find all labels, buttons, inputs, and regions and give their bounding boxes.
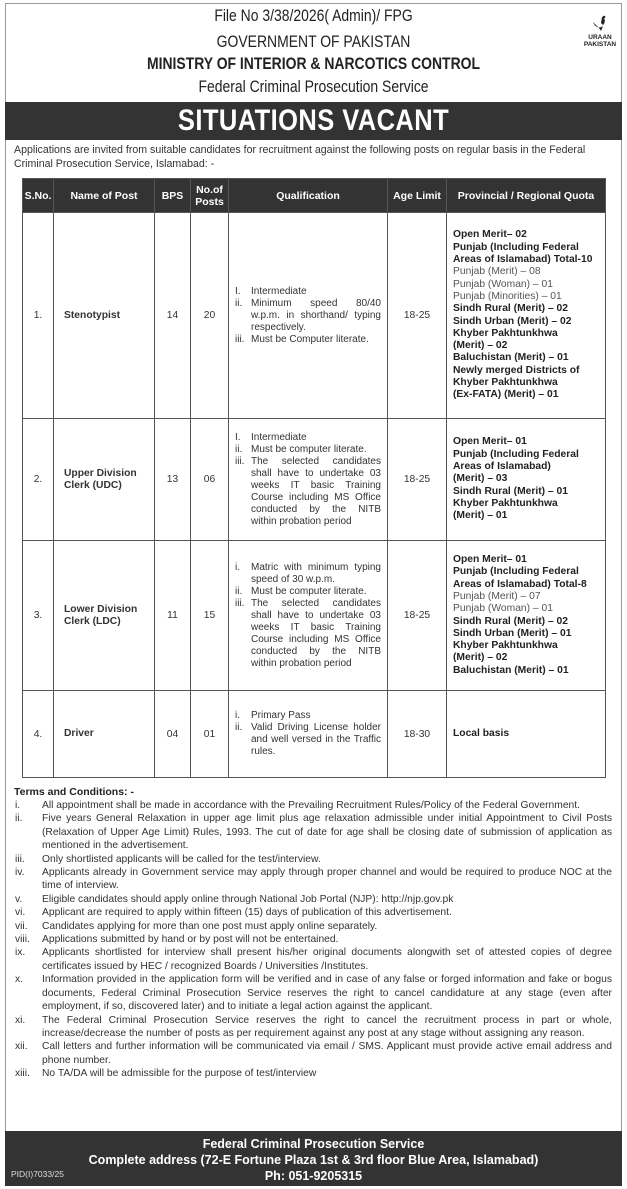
cell-no-of-posts: 20 bbox=[191, 213, 229, 419]
term-item bbox=[14, 799, 612, 812]
quota-line: Punjab (Minorities) – 01 bbox=[453, 290, 562, 302]
quota-line: Punjab (Woman) – 01 bbox=[453, 603, 553, 615]
term-text: Only shortlisted applicants will be called for the test/interview. bbox=[42, 853, 321, 865]
term-item bbox=[14, 1067, 612, 1080]
term-item bbox=[14, 1040, 612, 1067]
term-number: x. bbox=[15, 974, 24, 986]
uraan-pakistan-logo bbox=[580, 14, 620, 60]
cell-no-of-posts: 06 bbox=[191, 419, 229, 541]
table-header-row bbox=[23, 179, 606, 213]
qualification-text: Valid Driving License holder and well versed in the Traffic rules. bbox=[251, 722, 381, 757]
qualification-number: iii. bbox=[235, 333, 245, 345]
cell-sno: 3. bbox=[23, 541, 54, 691]
term-item bbox=[14, 812, 612, 852]
header-sno: S.No. bbox=[23, 179, 54, 213]
logo-tagline bbox=[580, 48, 620, 53]
header-qualification: Qualification bbox=[229, 179, 388, 213]
footer-org: Federal Criminal Prosecution Service bbox=[202, 1137, 425, 1151]
footer-band bbox=[5, 1131, 622, 1186]
term-item bbox=[14, 893, 612, 906]
cell-qualification bbox=[229, 691, 388, 778]
terms-title: Terms and Conditions: - bbox=[14, 786, 134, 798]
quota-line: Baluchistan (Merit) – 01 bbox=[453, 352, 569, 364]
quota-line: Punjab (Including Federal bbox=[453, 566, 579, 578]
table-row bbox=[23, 691, 606, 778]
qualification-item bbox=[235, 456, 381, 528]
term-item bbox=[14, 866, 612, 893]
term-text: All appointment shall be made in accordance with the Prevailing Recruitment Rules/Policy of the Federal Government. bbox=[42, 800, 580, 811]
cell-quota bbox=[447, 419, 606, 541]
quota-line: Khyber Pakhtunkhwa bbox=[453, 327, 558, 339]
cell-age-limit: 18-30 bbox=[388, 691, 447, 778]
term-item bbox=[14, 946, 612, 973]
qualification-item bbox=[235, 334, 381, 346]
qualification-number: i. bbox=[235, 561, 240, 573]
quota-line: Baluchistan (Merit) – 01 bbox=[453, 664, 569, 676]
quota-line: Newly merged Districts of bbox=[453, 364, 580, 376]
header-no-of-posts: No.of Posts bbox=[191, 179, 229, 213]
term-number: viii. bbox=[15, 934, 30, 946]
quota-line: Open Merit– 02 bbox=[453, 229, 527, 241]
term-text: Applications submitted by hand or by post will not be entertained. bbox=[42, 934, 339, 946]
term-number: i. bbox=[15, 800, 21, 811]
header-post-name: Name of Post bbox=[54, 179, 155, 213]
cell-age-limit: 18-25 bbox=[388, 213, 447, 419]
quota-line: Khyber Pakhtunkhwa bbox=[453, 497, 558, 509]
term-item bbox=[14, 853, 612, 866]
term-number: v. bbox=[15, 893, 23, 905]
qualification-list bbox=[235, 286, 381, 346]
term-text: Candidates applying for more than one post must apply online separately. bbox=[42, 920, 378, 932]
quota-line: Punjab (Merit) – 07 bbox=[453, 590, 541, 602]
quota-line: (Merit) – 03 bbox=[453, 473, 508, 485]
term-item bbox=[14, 920, 612, 933]
cell-age-limit: 18-25 bbox=[388, 541, 447, 691]
cell-post-name: Stenotypist bbox=[54, 213, 155, 419]
term-number: xiii. bbox=[15, 1068, 30, 1080]
term-number: xii. bbox=[15, 1041, 28, 1053]
department-title: Federal Criminal Prosecution Service bbox=[198, 77, 429, 96]
cell-qualification bbox=[229, 541, 388, 691]
quota-line: Khyber Pakhtunkhwa bbox=[453, 640, 558, 652]
header-age-limit: Age Limit bbox=[388, 179, 447, 213]
quota-line: (Merit) – 02 bbox=[453, 652, 508, 664]
table-row bbox=[23, 419, 606, 541]
qualification-item bbox=[235, 432, 381, 444]
qualification-number: ii. bbox=[235, 443, 243, 455]
qualification-item bbox=[235, 586, 381, 598]
qualification-number: ii. bbox=[235, 297, 243, 309]
logo-line2: PAKISTAN bbox=[583, 41, 617, 48]
cell-no-of-posts: 15 bbox=[191, 541, 229, 691]
footer-address: Complete address (72-E Fortune Plaza 1st & 3rd floor Blue Area, Islamabad) bbox=[88, 1153, 539, 1167]
term-text: Five years General Relaxation in upper age limit plus age relaxation admissible under initial Appointment to Civil Posts (Relaxation of Upper Age Limit) Rules, 1993. The cut of date for age shall be closing date of submission of application as mentioned in the advertisement. bbox=[42, 813, 612, 852]
quota-line: Sindh Urban (Merit) – 02 bbox=[453, 315, 572, 327]
quota-line: (Merit) – 02 bbox=[453, 340, 508, 352]
cell-quota bbox=[447, 213, 606, 419]
cell-post-name: Driver bbox=[54, 691, 155, 778]
qualification-number: ii. bbox=[235, 722, 243, 733]
quota-line: Punjab (Merit) – 08 bbox=[453, 266, 541, 278]
quota-line: Khyber Pakhtunkhwa bbox=[453, 376, 558, 388]
term-text: Applicants already in Government service may apply through proper channel and would be required to produce NOC at the time of interview. bbox=[42, 867, 612, 892]
qualification-text: Must be computer literate. bbox=[251, 585, 367, 597]
logo-line1: URAAN bbox=[588, 34, 612, 41]
cell-quota bbox=[447, 541, 606, 691]
header-quota: Provincial / Regional Quota bbox=[447, 179, 606, 213]
quota-line: Sindh Rural (Merit) – 02 bbox=[453, 615, 569, 627]
header-bps: BPS bbox=[155, 179, 191, 213]
cell-age-limit: 18-25 bbox=[388, 419, 447, 541]
uraan-pakistan-logo-icon bbox=[590, 14, 610, 34]
cell-post-name: Upper Division Clerk (UDC) bbox=[54, 419, 155, 541]
quota-line: Sindh Urban (Merit) – 01 bbox=[453, 627, 572, 639]
qualification-text: Minimum speed 80/40 w.p.m. in shorthand/ typing respectively. bbox=[251, 297, 381, 333]
qualification-number: ii. bbox=[235, 585, 243, 597]
qualification-text: Matric with minimum typing speed of 30 w.p.m. bbox=[251, 561, 381, 585]
cell-post-name: Lower Division Clerk (LDC) bbox=[54, 541, 155, 691]
qualification-number: I. bbox=[235, 285, 241, 297]
term-number: ii. bbox=[15, 813, 23, 825]
qualification-item bbox=[235, 286, 381, 298]
term-text: The Federal Criminal Prosecution Service reserves the right to cancel the recruitment process in part or whole, increase/decrease the number of posts as per requirement against any post at any stage without assigning any reason. bbox=[42, 1014, 612, 1039]
quota-line: Local basis bbox=[453, 727, 510, 739]
pid-number: PID(I)7033/25 bbox=[11, 1169, 64, 1179]
term-item bbox=[14, 933, 612, 946]
qualification-item bbox=[235, 598, 381, 670]
quota-line: Areas of Islamabad) Total-8 bbox=[453, 578, 587, 590]
qualification-number: iii. bbox=[235, 455, 245, 467]
qualification-item bbox=[235, 298, 381, 334]
qualification-text: Must be computer literate. bbox=[251, 443, 367, 455]
term-number: iv. bbox=[15, 867, 25, 879]
quota-line: Open Merit– 01 bbox=[453, 436, 527, 448]
table-row bbox=[23, 541, 606, 691]
term-number: xi. bbox=[15, 1014, 26, 1026]
term-item bbox=[14, 906, 612, 919]
terms-list bbox=[14, 799, 612, 1081]
posts-table bbox=[22, 178, 606, 778]
quota-line: Open Merit– 01 bbox=[453, 554, 527, 566]
qualification-text: Must be Computer literate. bbox=[251, 333, 369, 345]
advertisement-header bbox=[0, 0, 627, 102]
qualification-item bbox=[235, 562, 381, 586]
quota-line: Areas of Islamabad) bbox=[453, 461, 551, 473]
quota-line: Punjab (Including Federal bbox=[453, 448, 579, 460]
qualification-text: The selected candidates shall have to undertake 03 weeks IT basic Training Course including MS Office conducted by the NITB within probation period bbox=[251, 455, 381, 527]
file-number: File No 3/38/2026( Admin)/ FPG bbox=[214, 6, 413, 25]
intro-paragraph: Applications are invited from suitable candidates for recruitment against the following posts on regular basis in the Federal Criminal Prosecution Service, Islamabad: - bbox=[14, 144, 586, 170]
cell-no-of-posts: 01 bbox=[191, 691, 229, 778]
table-row bbox=[23, 213, 606, 419]
qualification-number: iii. bbox=[235, 597, 245, 609]
cell-sno: 4. bbox=[23, 691, 54, 778]
term-number: vii. bbox=[15, 920, 28, 932]
cell-qualification bbox=[229, 419, 388, 541]
terms-section bbox=[14, 785, 612, 1081]
term-text: Applicants shortlisted for interview shall present his/her original documents alongwith set of attested copies of degree certificates issued by HEC / recognized Boards / Universities /Institutes. bbox=[42, 947, 612, 972]
qualification-item bbox=[235, 722, 381, 758]
cell-sno: 1. bbox=[23, 213, 54, 419]
qualification-list bbox=[235, 562, 381, 670]
cell-bps: 11 bbox=[155, 541, 191, 691]
qualification-list bbox=[235, 710, 381, 758]
ministry-title: MINISTRY OF INTERIOR & NARCOTICS CONTROL bbox=[146, 54, 480, 73]
qualification-text: The selected candidates shall have to undertake 03 weeks IT basic Training Course including MS Office conducted by the NITB within probation period bbox=[251, 597, 381, 669]
cell-bps: 13 bbox=[155, 419, 191, 541]
term-number: vi. bbox=[15, 907, 26, 919]
quota-line: Areas of Islamabad) Total-10 bbox=[453, 254, 593, 266]
quota-line: Punjab (Including Federal bbox=[453, 241, 579, 253]
term-text: Eligible candidates should apply online through National Job Portal (NJP): http://njp.gov.pk bbox=[42, 893, 454, 905]
qualification-text: Intermediate bbox=[251, 285, 307, 297]
term-text: Call letters and further information will be communicated via email / SMS. Applicant must provide active email address and phone number. bbox=[42, 1041, 612, 1066]
term-number: iii. bbox=[15, 853, 25, 865]
qualification-number: I. bbox=[235, 431, 241, 443]
cell-quota bbox=[447, 691, 606, 778]
cell-sno: 2. bbox=[23, 419, 54, 541]
qualification-text: Intermediate bbox=[251, 431, 307, 443]
qualification-list bbox=[235, 432, 381, 528]
footer-phone: Ph: 051-9205315 bbox=[264, 1169, 363, 1183]
title-banner bbox=[5, 102, 622, 140]
quota-line: Sindh Rural (Merit) – 01 bbox=[453, 485, 569, 497]
term-text: Information provided in the application form will be verified and in case of any false or forged information and fake or bogus documents, Federal Criminal Prosecution Service reserves the right to cancel candidature at any stage (even after employment, if so, discovered later) and to initiate a legal action against the applicant. bbox=[42, 974, 612, 1013]
cell-bps: 14 bbox=[155, 213, 191, 419]
term-text: Applicant are required to apply within fifteen (15) days of publication of this advertisement. bbox=[42, 907, 452, 919]
quota-line: (Merit) – 01 bbox=[453, 510, 508, 522]
cell-bps: 04 bbox=[155, 691, 191, 778]
qualification-number: i. bbox=[235, 710, 240, 721]
banner-title: SITUATIONS VACANT bbox=[177, 104, 450, 137]
term-item bbox=[14, 973, 612, 1013]
term-item bbox=[14, 1014, 612, 1041]
quota-line: Punjab (Woman) – 01 bbox=[453, 278, 553, 290]
qualification-item bbox=[235, 444, 381, 456]
government-title: GOVERNMENT OF PAKISTAN bbox=[216, 32, 411, 51]
term-number: ix. bbox=[15, 947, 26, 959]
quota-line: Sindh Rural (Merit) – 02 bbox=[453, 303, 569, 315]
quota-line: (Ex-FATA) (Merit) – 01 bbox=[453, 389, 559, 401]
cell-qualification bbox=[229, 213, 388, 419]
term-text: No TA/DA will be admissible for the purpose of test/interview bbox=[42, 1068, 317, 1080]
qualification-text: Primary Pass bbox=[251, 710, 311, 721]
qualification-item bbox=[235, 710, 381, 722]
